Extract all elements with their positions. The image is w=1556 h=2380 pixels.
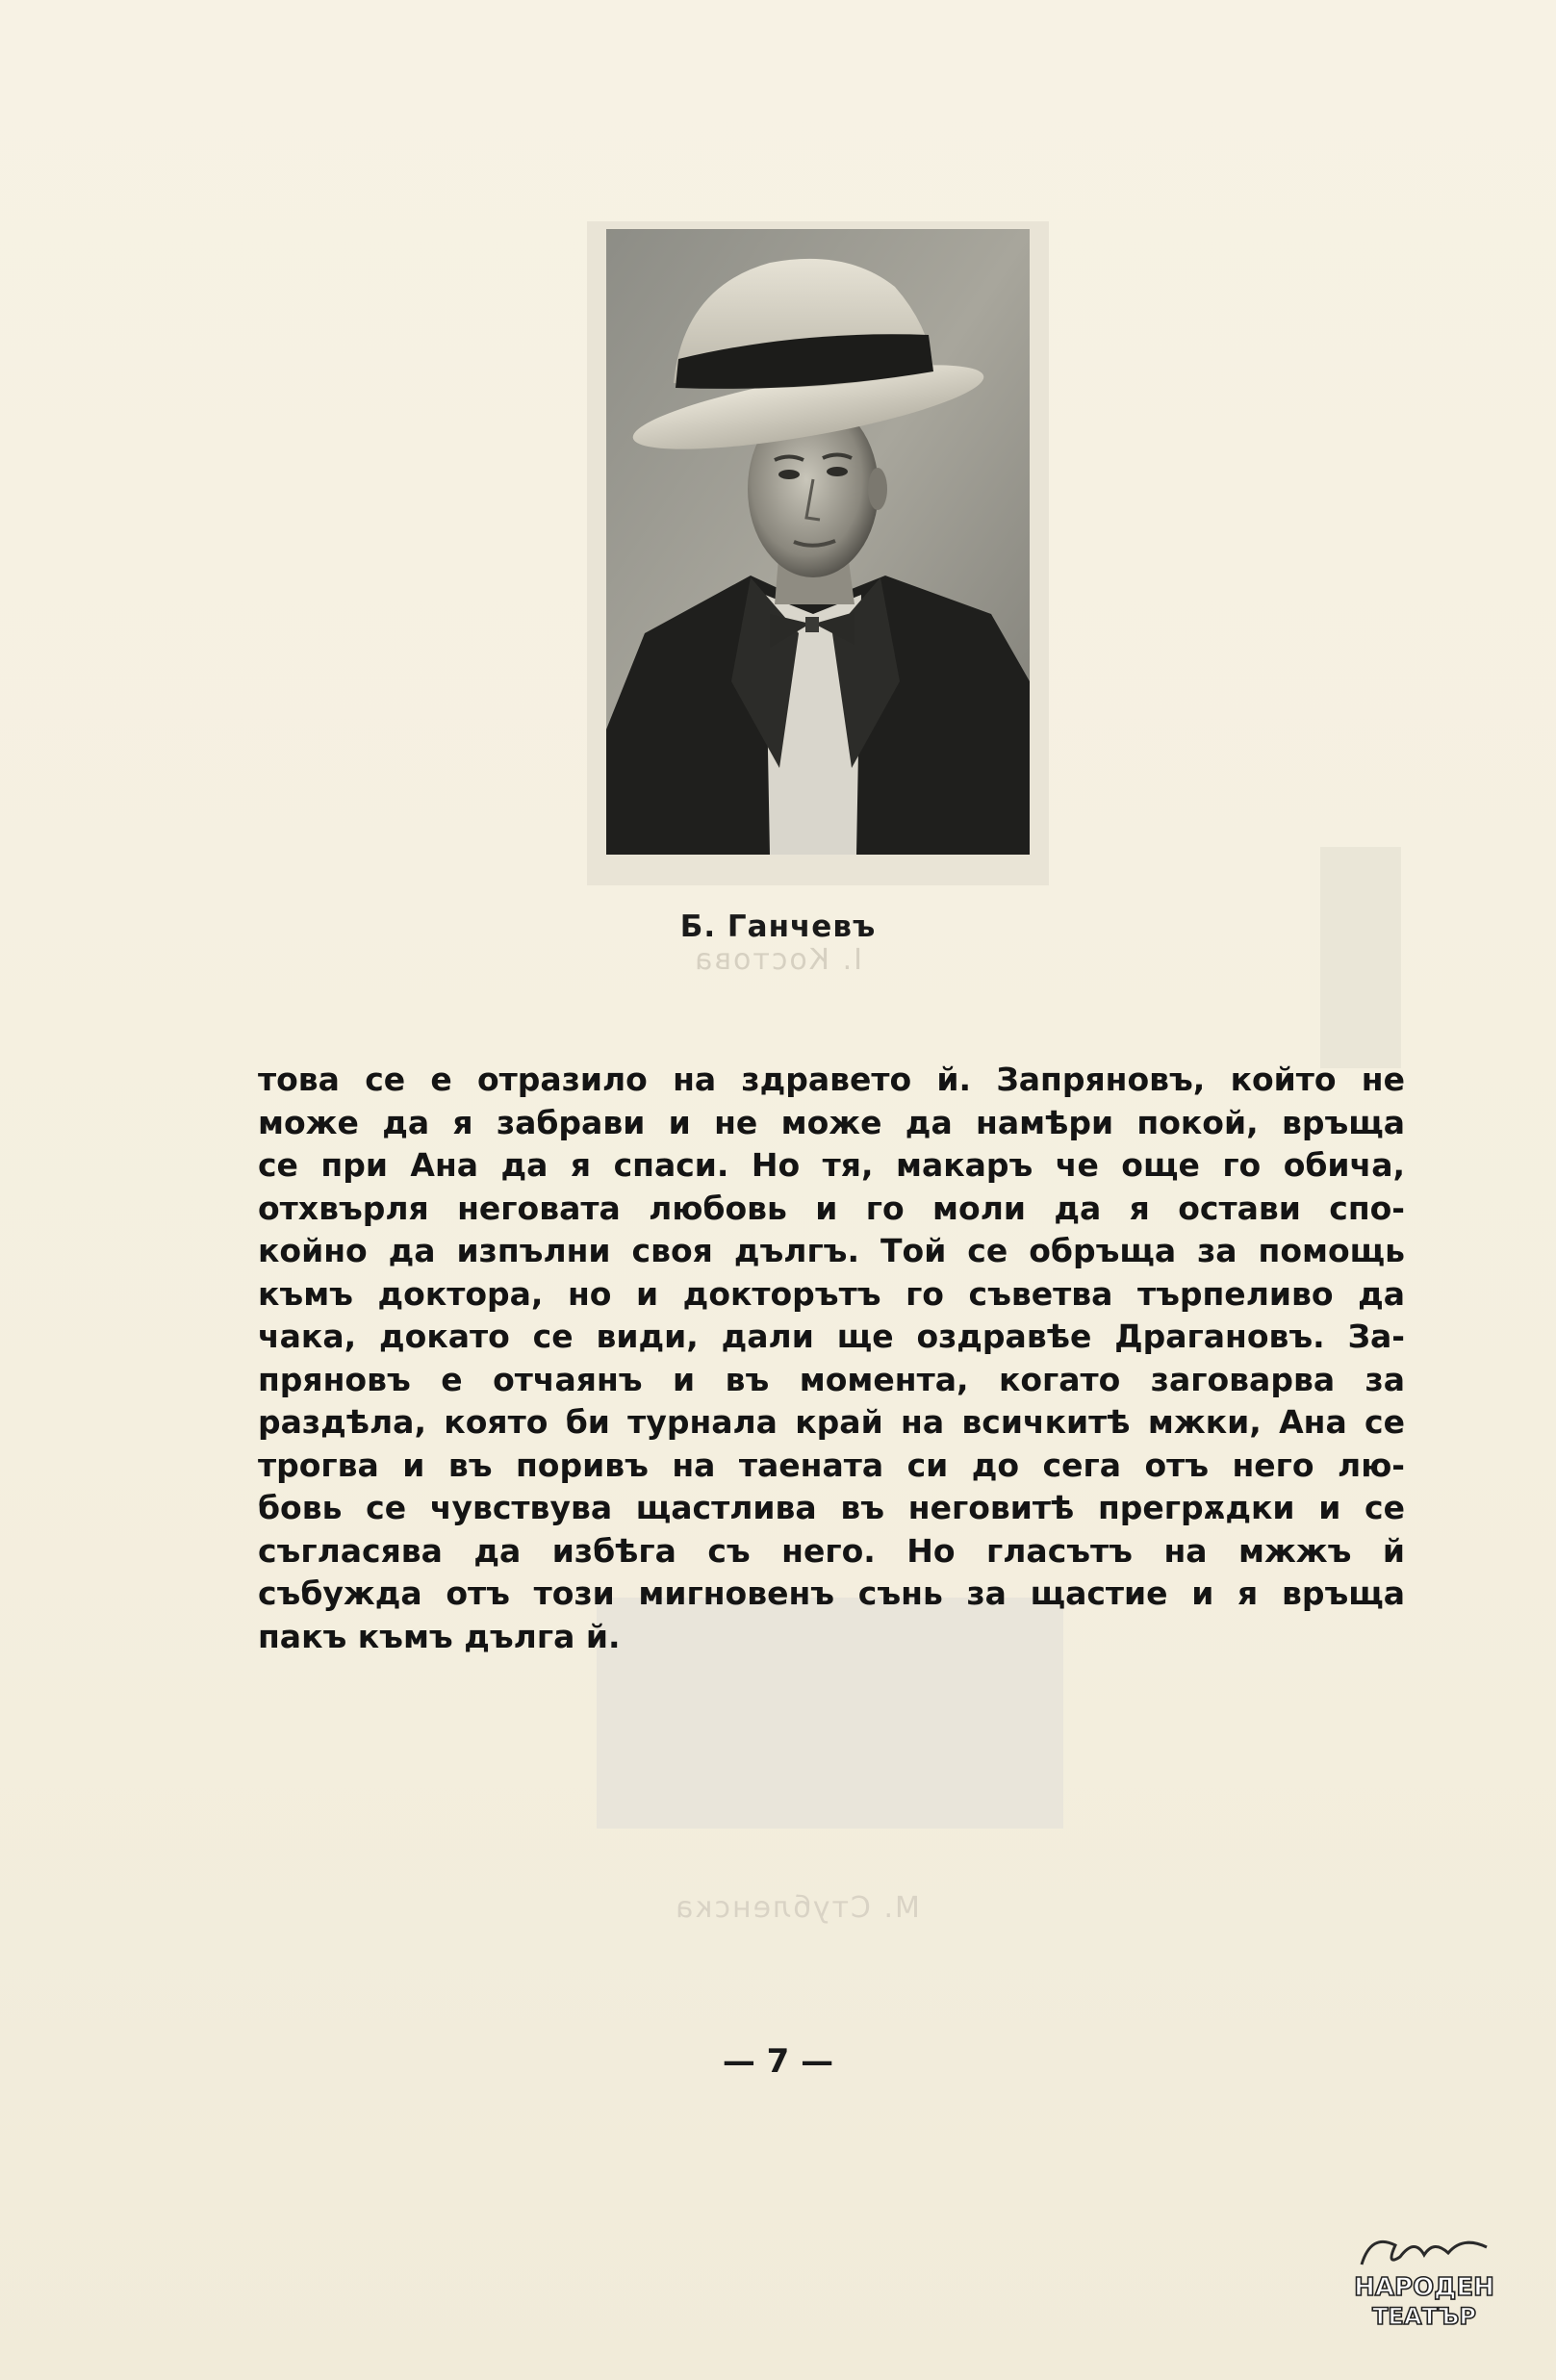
text-line: отхвърля неговата любовь и го моли да я остави спо- — [258, 1189, 1405, 1227]
bleed-through-caption: I. Костова — [693, 943, 862, 977]
text-line: това се е отразило на здравето й. Запряновъ, който не — [258, 1061, 1405, 1098]
text-line: събужда отъ този мигновенъ сънь за щастие и я връща — [258, 1574, 1405, 1612]
theatre-logo-stamp — [1342, 2228, 1506, 2334]
text-line: пряновъ е отчаянъ и въ момента, когато заговарва за — [258, 1360, 1405, 1398]
text-line: пакъ къмъ дълга й. — [258, 1617, 621, 1655]
photo-frame — [587, 221, 1049, 885]
text-line: бовь се чувствува щастлива въ неговитѣ прегрѫдки и се — [258, 1489, 1405, 1526]
body-paragraph — [258, 1059, 1405, 1658]
page-number: — 7 — — [722, 2042, 834, 2081]
text-line: чака, докато се види, дали ще оздравѣе Драгановъ. За- — [258, 1318, 1405, 1355]
portrait-photo — [606, 229, 1030, 855]
text-line: може да я забрави и не може да намѣри покой, връща — [258, 1103, 1405, 1141]
text-line: къмъ доктора, но и докторътъ го съветва търпеливо да — [258, 1274, 1405, 1313]
stamp-text-top: НАРОДЕН — [1354, 2273, 1494, 2302]
text-line: раздѣла, която би турнала край на всичкитѣ мжки, Ана се — [258, 1403, 1405, 1441]
photo-caption: Б. Ганчевъ — [679, 909, 877, 944]
text-line: съгласява да избѣга съ него. Но гласътъ на мжжъ й — [258, 1531, 1405, 1570]
text-line: трогва и въ поривъ на таената си до сега отъ него лю- — [258, 1446, 1405, 1484]
text-line: койно да изпълни своя дългъ. Той се обръща за помощь — [258, 1232, 1405, 1269]
bleed-through-caption-2: М. Стубленска — [674, 1891, 920, 1925]
edge-stain — [1320, 847, 1401, 1068]
text-line: се при Ана да я спаси. Но тя, макаръ че още го обича, — [258, 1146, 1405, 1184]
stamp-text-bottom: ТЕАТЪР — [1372, 2303, 1476, 2330]
